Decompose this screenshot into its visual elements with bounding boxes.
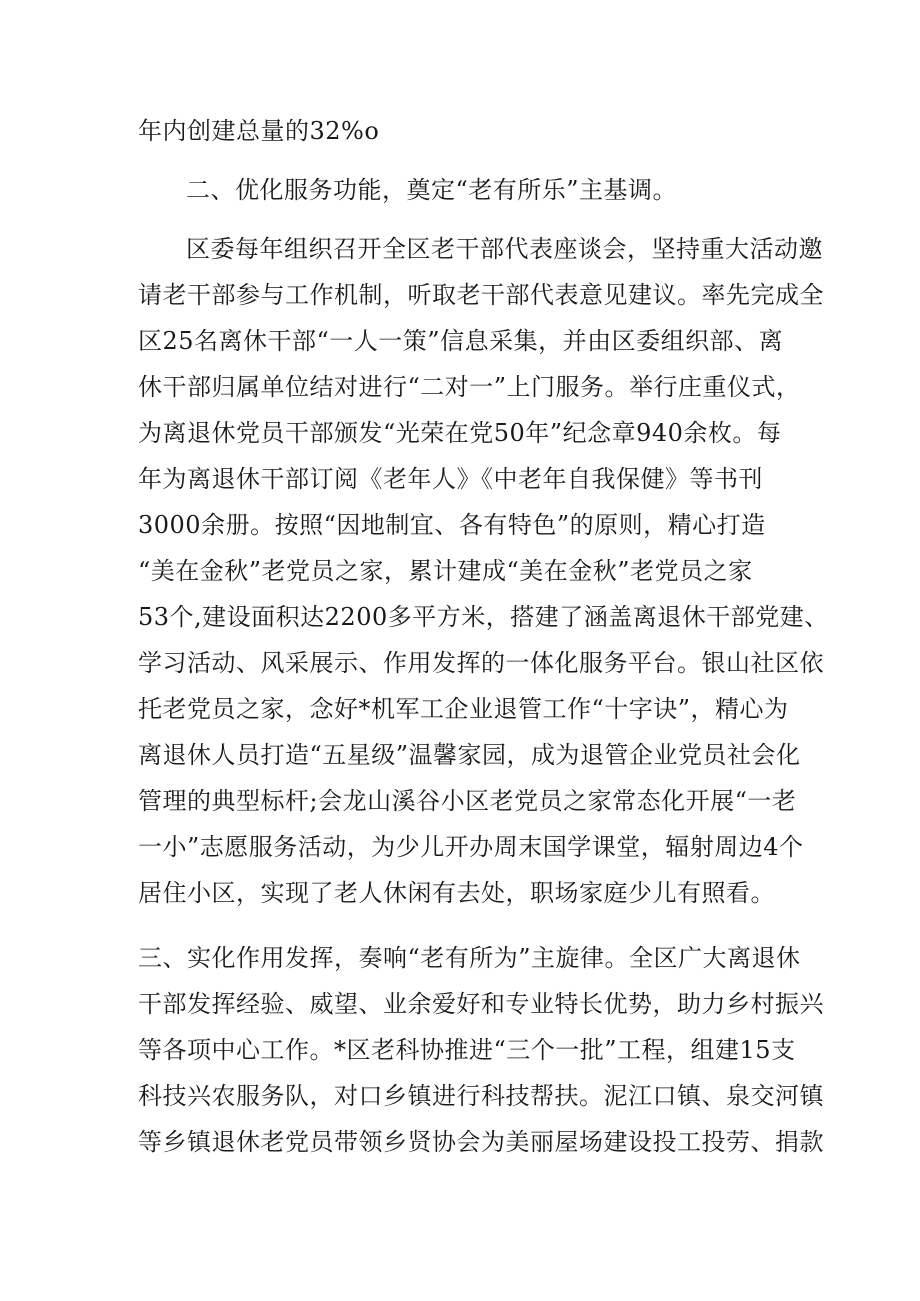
section-heading-2: 二、优化服务功能，奠定“老有所乐”主基调。	[186, 176, 678, 204]
paragraph-line: 区25名离休干部“一人一策”信息采集，并由区委组织部、离	[138, 327, 784, 355]
paragraph-line: 学习活动、风采展示、作用发挥的一体化服务平台。银山社区依	[138, 649, 824, 677]
paragraph-line: 居住小区，实现了老人休闲有去处，职场家庭少儿有照看。	[138, 879, 775, 907]
paragraph-line: 等各项中心工作。*区老科协推进“三个一批”工程，组建15支	[138, 1036, 796, 1064]
paragraph-line: 区委每年组织召开全区老干部代表座谈会，坚持重大活动邀	[186, 235, 823, 263]
paragraph-line: 3000余册。按照“因地制宜、各有特色”的原则，精心打造	[138, 511, 766, 539]
paragraph-line: 休干部归属单位结对进行“二对一”上门服务。举行庄重仪式，	[138, 373, 801, 401]
paragraph-line: 年为离退休干部订阅《老年人》《中老年自我保健》等书刊	[138, 465, 763, 493]
paragraph-line: 科技兴农服务队，对口乡镇进行科技帮扶。泥江口镇、泉交河镇	[138, 1082, 824, 1110]
paragraph-line: 离退休人员打造“五星级”温馨家园，成为退管企业党员社会化	[138, 741, 801, 769]
paragraph-line: 为离退休党员干部颁发“光荣在党50年”纪念章940余枚。每	[138, 419, 782, 447]
paragraph-line: 一小”志愿服务活动，为少儿开办周末国学课堂，辐射周边4个	[138, 833, 804, 861]
text-line-1: 年内创建总量的32%o	[138, 117, 380, 145]
paragraph-line: 干部发挥经验、威望、业余爱好和专业特长优势，助力乡村振兴	[138, 990, 824, 1018]
paragraph-line: 请老干部参与工作机制，听取老干部代表意见建议。率先完成全	[138, 281, 824, 309]
section-heading-3: 三、实化作用发挥，奏响“老有所为”主旋律。全区广大离退休	[138, 944, 801, 972]
paragraph-line: “美在金秋”老党员之家，累计建成“美在金秋”老党员之家	[138, 557, 753, 585]
paragraph-line: 管理的典型标杆;会龙山溪谷小区老党员之家常态化开展“一老	[138, 787, 797, 815]
paragraph-line: 53个,建设面积达2200多平方米，搭建了涵盖离退休干部党建、	[138, 603, 829, 631]
paragraph-line: 等乡镇退休老党员带领乡贤协会为美丽屋场建设投工投劳、捐款	[138, 1128, 824, 1156]
paragraph-line: 托老党员之家，念好*机军工企业退管工作“十字诀”，精心为	[138, 695, 789, 723]
